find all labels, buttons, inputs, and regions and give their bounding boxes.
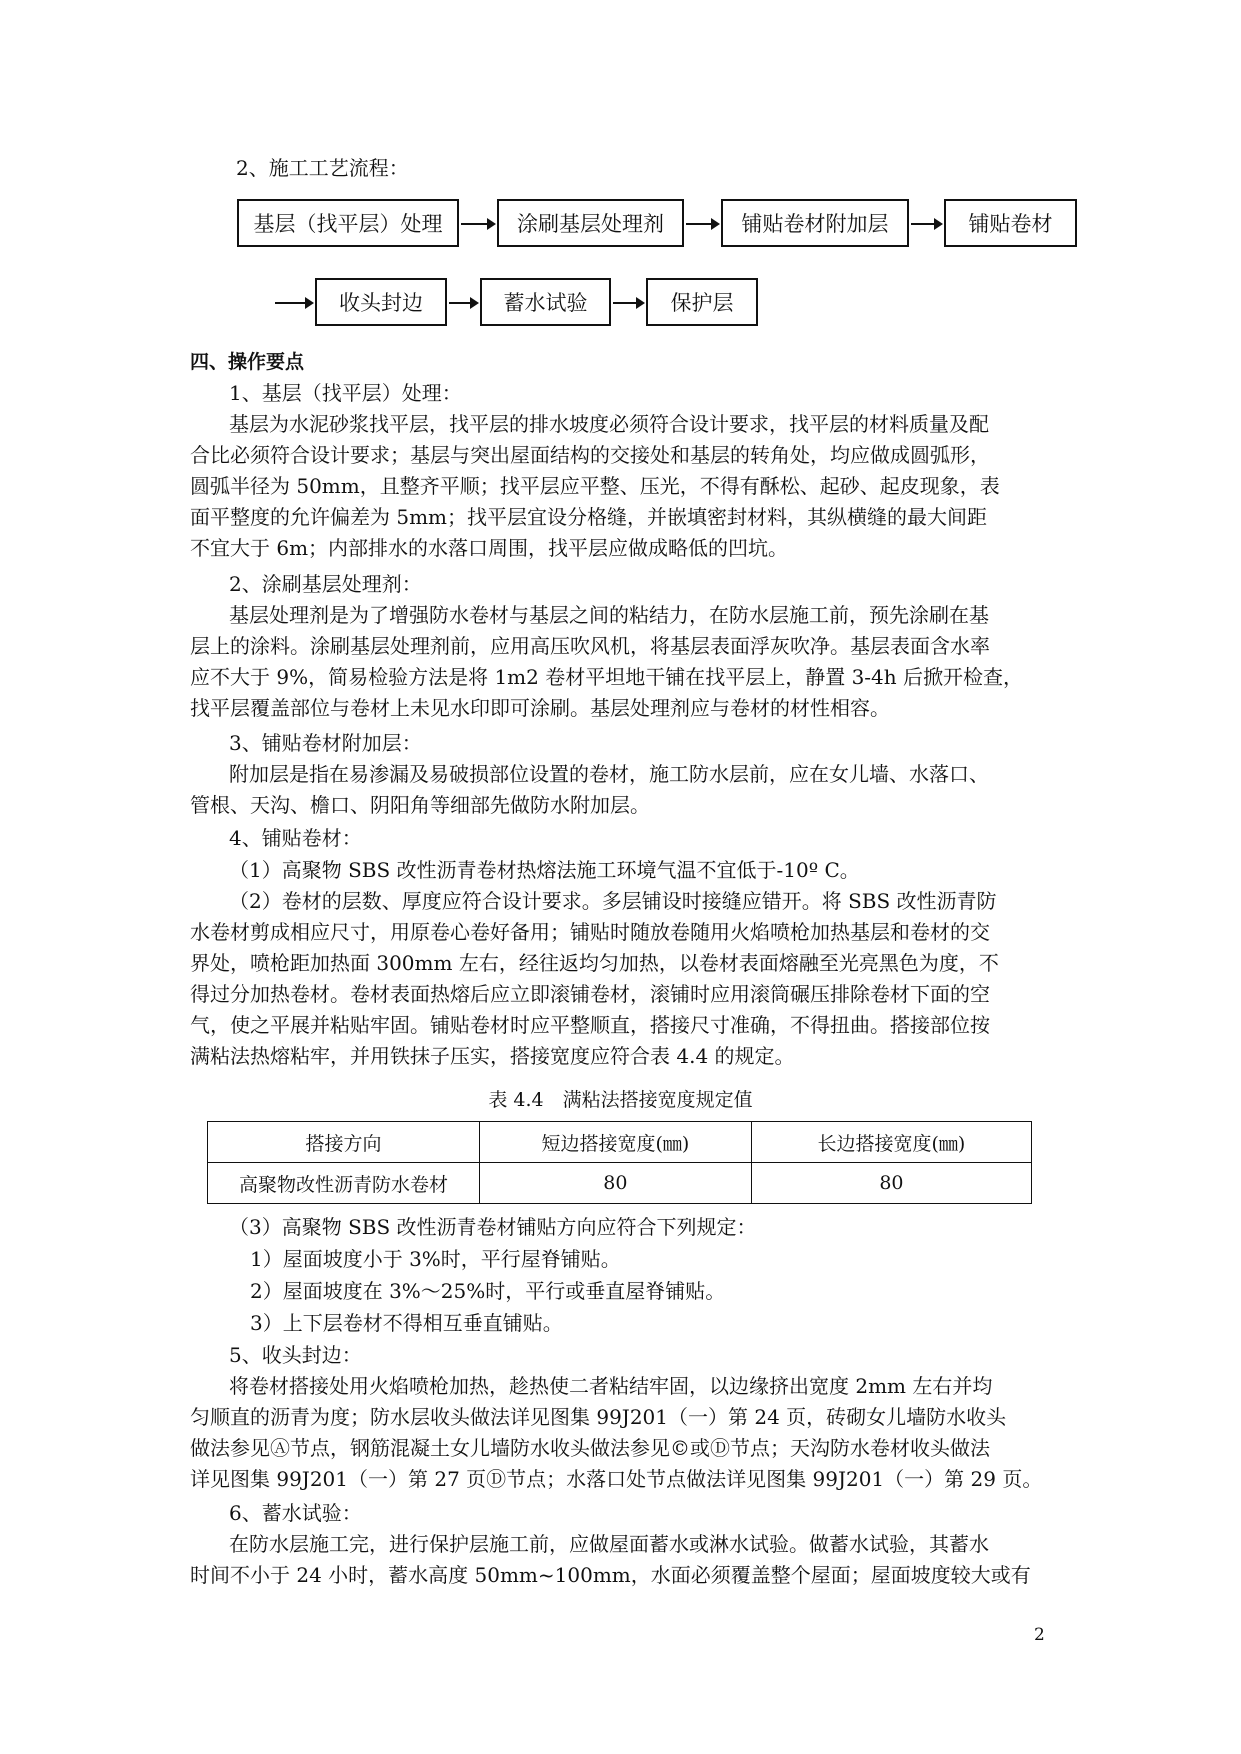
spec-table [207, 1121, 1032, 1204]
list-item: （1）高聚物 SBS 改性沥青卷材热熔法施工环境气温不宜低于-10º C。 [229, 858, 860, 882]
text-line: 应不大于 9%，简易检验方法是将 1m2 卷材平坦地干铺在找平层上，静置 3-4h 后掀开检查， [190, 665, 1024, 689]
flow-box-primer: 涂刷基层处理剂 [497, 199, 684, 247]
text-line: 合比必须符合设计要求；基层与突出屋面结构的交接处和基层的转角处，均应做成圆弧形， [190, 443, 990, 467]
paragraph [190, 886, 1052, 1072]
flow-arrow [275, 302, 312, 304]
table-header-cell: 短边搭接宽度(㎜) [479, 1122, 751, 1163]
flow-arrow [461, 223, 494, 225]
text-line: 管根、天沟、檐口、阴阳角等细部先做防水附加层。 [190, 793, 650, 817]
paragraph [190, 409, 1052, 564]
flow-arrow [613, 302, 643, 304]
subsection-title: 6、蓄水试验： [229, 1501, 362, 1525]
table-cell: 80 [751, 1163, 1031, 1204]
subsection-title: 5、收头封边： [229, 1343, 362, 1367]
subsection-title: 3、铺贴卷材附加层： [229, 731, 422, 755]
paragraph [190, 759, 1052, 821]
flow-box-additional-layer: 铺贴卷材附加层 [721, 199, 909, 247]
list-item: （3）高聚物 SBS 改性沥青卷材铺贴方向应符合下列规定： [229, 1215, 757, 1239]
text-line: 详见图集 99J201（一）第 27 页Ⓓ节点；水落口处节点做法详见图集 99J201（一）第 29 页。 [190, 1467, 1043, 1491]
text-line: 基层为水泥砂浆找平层，找平层的排水坡度必须符合设计要求，找平层的材料质量及配 [229, 412, 989, 436]
flow-box-protective-layer: 保护层 [646, 278, 758, 326]
rule-item: 3）上下层卷材不得相互垂直铺贴。 [250, 1311, 563, 1335]
text-line: 得过分加热卷材。卷材表面热熔后应立即滚铺卷材，滚铺时应用滚筒碾压排除卷材下面的空 [190, 982, 990, 1006]
text-line: 满粘法热熔粘牢，并用铁抹子压实，搭接宽度应符合表 4.4 的规定。 [190, 1044, 795, 1068]
subsection-title: 4、铺贴卷材： [229, 826, 362, 850]
table-header-row [208, 1122, 1032, 1163]
text-line: 基层处理剂是为了增强防水卷材与基层之间的粘结力，在防水层施工前，预先涂刷在基 [229, 603, 989, 627]
text-line: （2）卷材的层数、厚度应符合设计要求。多层铺设时接缝应错开。将 SBS 改性沥青防 [229, 889, 997, 913]
paragraph [190, 1529, 1052, 1591]
text-line: 做法参见Ⓐ节点，钢筋混凝土女儿墙防水收头做法参见©或Ⓓ节点；天沟防水卷材收头做法 [190, 1436, 990, 1460]
paragraph [190, 1371, 1052, 1495]
table-cell: 80 [479, 1163, 751, 1204]
text-line: 附加层是指在易渗漏及易破损部位设置的卷材，施工防水层前，应在女儿墙、水落口、 [229, 762, 989, 786]
table-caption: 表 4.4 满粘法搭接宽度规定值 [488, 1089, 753, 1111]
flow-title: 2、施工工艺流程： [236, 156, 409, 180]
subsection-title: 2、涂刷基层处理剂： [229, 572, 422, 596]
text-line: 圆弧半径为 50mm，且整齐平顺；找平层应平整、压光，不得有酥松、起砂、起皮现象，表 [190, 474, 1000, 498]
page-number: 2 [1034, 1625, 1045, 1645]
text-line: 不宜大于 6m；内部排水的水落口周围，找平层应做成略低的凹坑。 [190, 536, 789, 560]
rule-item: 1）屋面坡度小于 3%时，平行屋脊铺贴。 [250, 1247, 621, 1271]
text-line: 气，使之平展并粘贴牢固。铺贴卷材时应平整顺直，搭接尺寸准确，不得扭曲。搭接部位按 [190, 1013, 990, 1037]
flow-box-edge-sealing: 收头封边 [315, 278, 447, 326]
text-line: 面平整度的允许偏差为 5mm；找平层宜设分格缝，并嵌填密封材料，其纵横缝的最大间距 [190, 505, 988, 529]
paragraph [190, 600, 1052, 724]
table-header-cell: 长边搭接宽度(㎜) [751, 1122, 1031, 1163]
text-line: 在防水层施工完，进行保护层施工前，应做屋面蓄水或淋水试验。做蓄水试验，其蓄水 [229, 1532, 989, 1556]
text-line: 时间不小于 24 小时，蓄水高度 50mm~100mm，水面必须覆盖整个屋面；屋面坡度较大或有 [190, 1563, 1031, 1587]
section-heading: 四、操作要点 [190, 351, 305, 373]
flow-box-base-treatment: 基层（找平层）处理 [237, 199, 459, 247]
text-line: 界处，喷枪距加热面 300mm 左右，经往返均匀加热，以卷材表面熔融至光亮黑色为度，不 [190, 951, 999, 975]
text-line: 层上的涂料。涂刷基层处理剂前，应用高压吹风机，将基层表面浮灰吹净。基层表面含水率 [190, 634, 990, 658]
table-header-cell: 搭接方向 [208, 1122, 480, 1163]
flow-box-lay-membrane: 铺贴卷材 [944, 199, 1077, 247]
flow-arrow [449, 302, 477, 304]
text-line: 匀顺直的沥青为度；防水层收头做法详见图集 99J201（一）第 24 页，砖砌女儿墙防水收头 [190, 1405, 1007, 1429]
text-line: 将卷材搭接处用火焰喷枪加热，趁热使二者粘结牢固，以边缘挤出宽度 2mm 左右并均 [229, 1374, 993, 1398]
flow-box-water-test: 蓄水试验 [480, 278, 611, 326]
rule-item: 2）屋面坡度在 3%～25%时，平行或垂直屋脊铺贴。 [250, 1279, 726, 1303]
subsection-title: 1、基层（找平层）处理： [229, 381, 462, 405]
flow-arrow [911, 223, 941, 225]
flow-arrow [686, 223, 718, 225]
table-row [208, 1163, 1032, 1204]
table-cell: 高聚物改性沥青防水卷材 [208, 1163, 480, 1204]
text-line: 水卷材剪成相应尺寸，用原卷心卷好备用；铺贴时随放卷随用火焰喷枪加热基层和卷材的交 [190, 920, 990, 944]
text-line: 找平层覆盖部位与卷材上未见水印即可涂刷。基层处理剂应与卷材的材性相容。 [190, 696, 890, 720]
